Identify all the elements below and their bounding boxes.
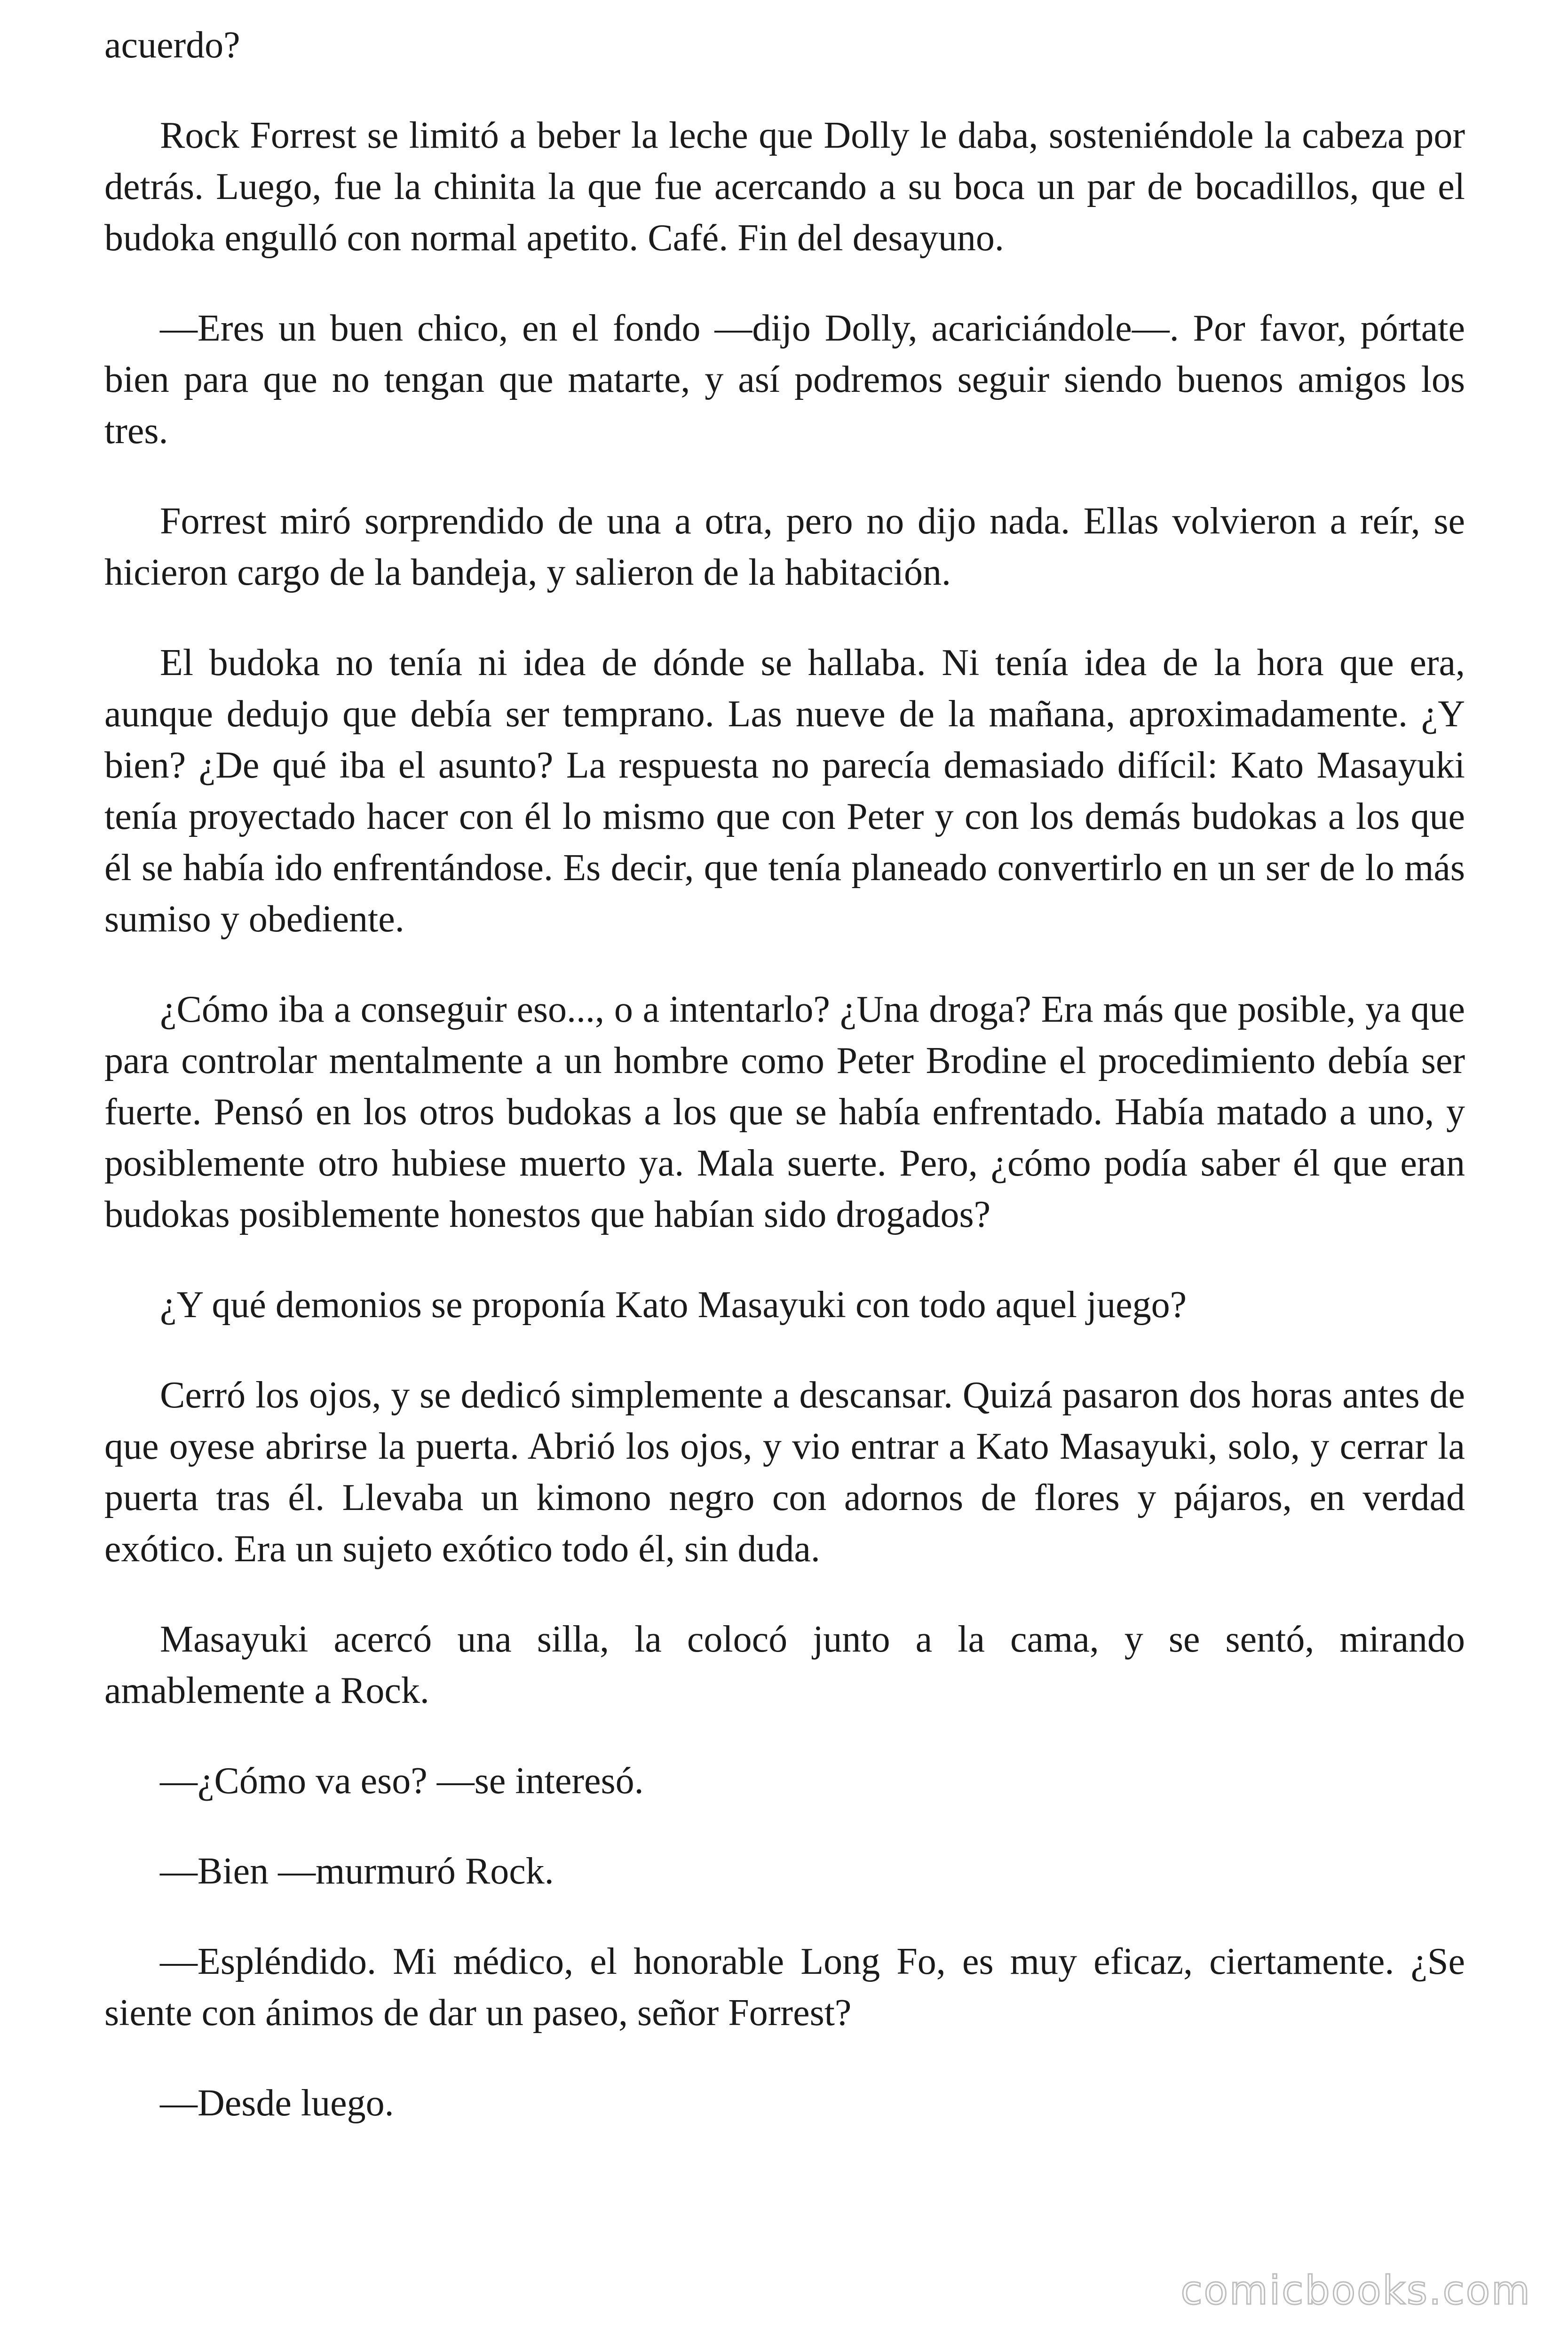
paragraph: —Bien —murmuró Rock. [160, 1851, 554, 1892]
paragraph: —Eres un buen chico, en el fondo —dijo Dolly, acariciándole—. Por favor, pórtate bien para que no tengan que matarte, y así podremos seguir siendo buenos amigos los tres. [104, 308, 1465, 452]
paragraph: —¿Cómo va eso? —se interesó. [160, 1760, 644, 1802]
paragraph: Rock Forrest se limitó a beber la leche que Dolly le daba, sosteniéndole la cabeza por detrás. Luego, fue la chinita la que fue acercando a su boca un par de bocadillos, que el budoka engulló con normal apetito. Café. Fin del desayuno. [104, 115, 1465, 259]
paragraph: —Espléndido. Mi médico, el honorable Long Fo, es muy eficaz, ciertamente. ¿Se siente con ánimos de dar un paseo, señor Forrest? [104, 1941, 1465, 2034]
paragraph: Cerró los ojos, y se dedicó simplemente a descansar. Quizá pasaron dos horas antes de que oyese abrirse la puerta. Abrió los ojos, y vio entrar a Kato Masayuki, solo, y cerrar la puerta tras él. Llevaba un kimono negro con adornos de flores y pájaros, en verdad exótico. Era un sujeto exótico todo él, sin duda. [104, 1375, 1465, 1570]
paragraph: Forrest miró sorprendido de una a otra, pero no dijo nada. Ellas volvieron a reír, se hicieron cargo de la bandeja, y salieron de la habitación. [104, 501, 1465, 593]
watermark: comicbooks.com [1180, 2267, 1531, 2313]
paragraph-continuation: acuerdo? [104, 24, 240, 66]
paragraph: —Desde luego. [160, 2082, 394, 2124]
body-text [104, 20, 1465, 2168]
paragraph: ¿Y qué demonios se proponía Kato Masayuki con todo aquel juego? [160, 1284, 1187, 1326]
paragraph: Masayuki acercó una silla, la colocó junto a la cama, y se sentó, mirando amablemente a Rock. [104, 1619, 1465, 1711]
paragraph: ¿Cómo iba a conseguir eso..., o a intentarlo? ¿Una droga? Era más que posible, ya que para controlar mentalmente a un hombre como Peter Brodine el procedimiento debía ser fuerte. Pensó en los otros budokas a los que se había enfrentado. Había matado a uno, y posiblemente otro hubiese muerto ya. Mala suerte. Pero, ¿cómo podía saber él que eran budokas posiblemente honestos que habían sido drogados? [104, 989, 1465, 1235]
paragraph: El budoka no tenía ni idea de dónde se hallaba. Ni tenía idea de la hora que era, aunque dedujo que debía ser temprano. Las nueve de la mañana, aproximadamente. ¿Y bien? ¿De qué iba el asunto? La respuesta no parecía demasiado difícil: Kato Masayuki tenía proyectado hacer con él lo mismo que con Peter y con los demás budokas a los que él se había ido enfrentándose. Es decir, que tenía planeado convertirlo en un ser de lo más sumiso y obediente. [104, 642, 1465, 940]
